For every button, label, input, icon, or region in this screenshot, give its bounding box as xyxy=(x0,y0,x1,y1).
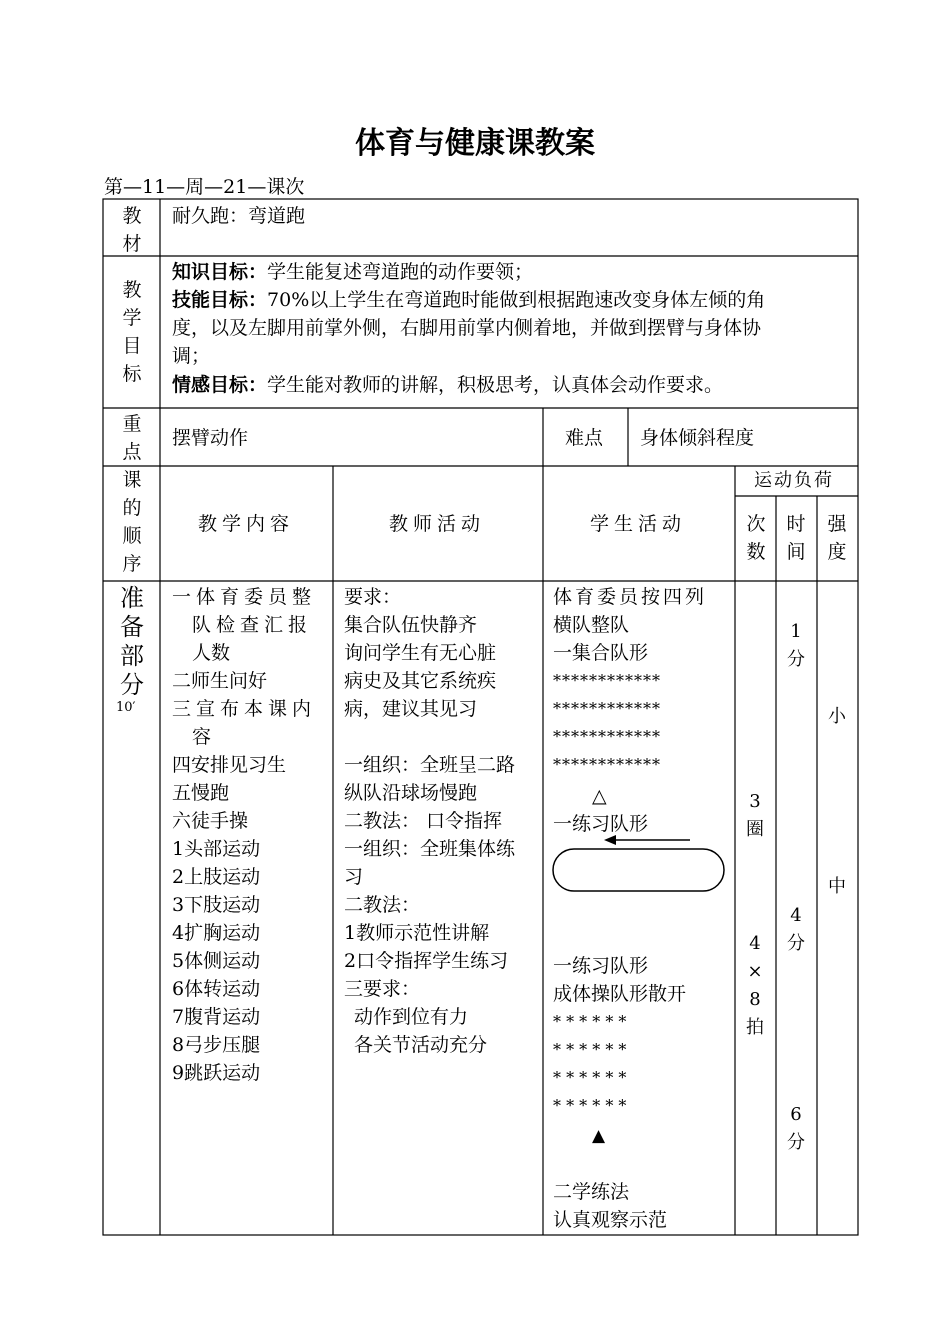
material-value: 耐久跑：弯道跑 xyxy=(172,205,306,227)
emotion-goal: 情感目标：学生能对教师的讲解，积极思考，认真体会动作要求。 xyxy=(172,374,724,396)
intensity-header: 强 度 xyxy=(827,513,847,563)
practice-formation-label: 一练习队形 xyxy=(553,813,649,835)
formation-rows: ************ ************ ************ ************ xyxy=(553,671,661,774)
intensity-medium: 中 xyxy=(828,876,846,897)
focus-value: 摆臂动作 xyxy=(172,427,249,449)
prep-student-lines-2: 二学练法 认真观察示范 xyxy=(553,1181,668,1231)
skill-goal-line-1: 技能目标：70%以上学生在弯道跑时能做到根据跑速改变身体左倾的角 xyxy=(172,289,766,311)
goals-label: 教 学 目 标 xyxy=(122,279,142,385)
intensity-low: 小 xyxy=(828,706,846,727)
focus-label: 重 点 xyxy=(122,413,142,463)
document-title: 体育与健康课教案 xyxy=(355,126,595,161)
difficulty-value: 身体倾斜程度 xyxy=(640,427,755,449)
count-beats: 4 × 8 拍 xyxy=(746,933,764,1038)
prep-content-list: 一体育委员整 队检查汇报 人数 二师生问好 三宣布本课内 容 四安排见习生 五慢跑 六徒手操 1头部运动 2上肢运动 3下肢运动 4扩胸运动 5体侧运动 6体转运动 7腹背运动 8弓步压腿 9跳跃运动 xyxy=(172,586,317,1084)
student-header: 学生活动 xyxy=(590,513,687,535)
prep-teacher-activities: 要求： 集合队伍快静齐 询问学生有无心脏 病史及其它系统疾 病，建议其见习 一组织：全班呈二路 纵队沿球场慢跑 二教法： 口令指挥 一组织：全班集体练 习 二教法： 1教师示范性讲解 2口令指挥学生练习 三要求： 动作到位有力 各关节活动充分 xyxy=(344,586,516,1056)
time-2: 4 分 xyxy=(787,905,805,954)
load-header: 运动负荷 xyxy=(754,470,834,491)
skill-goal-line-3: 调； xyxy=(172,345,211,367)
time-3: 6 分 xyxy=(787,1104,805,1153)
teacher-filled-triangle-icon: ▲ xyxy=(592,1126,606,1146)
material-label: 教 材 xyxy=(122,205,142,255)
knowledge-goal: 知识目标：学生能复述弯道跑的动作要领； xyxy=(172,261,534,283)
running-track-diagram xyxy=(553,835,724,891)
skill-goal-line-2: 度，以及左脚用前掌外侧，右脚用前掌内侧着地，并做到摆臂与身体协 xyxy=(172,317,762,339)
content-header: 教学内容 xyxy=(198,513,295,535)
prep-student-lines-1: 体育委员按四列 横队整队 一集合队形 xyxy=(553,586,708,664)
prep-duration: 10′ xyxy=(116,700,136,715)
week-lesson-number: 第—11—周—21—课次 xyxy=(104,176,305,198)
time-header: 时 间 xyxy=(786,513,806,563)
count-laps: 3 圈 xyxy=(746,791,764,840)
teacher-triangle-icon: △ xyxy=(592,785,607,807)
order-header: 课 的 顺 序 xyxy=(122,469,142,575)
teacher-header: 教师活动 xyxy=(389,513,486,535)
time-1: 1 分 xyxy=(787,621,805,670)
prep-section-label: 准 备 部 分 xyxy=(120,584,144,699)
difficulty-label: 难点 xyxy=(565,427,604,449)
practice-formation-2: 一练习队形 成体操队形散开 xyxy=(553,955,687,1005)
count-header: 次 数 xyxy=(746,513,766,563)
exercise-formation-rows: * * * * * * * * * * * * * * * * * * * * * * * * xyxy=(553,1012,627,1115)
